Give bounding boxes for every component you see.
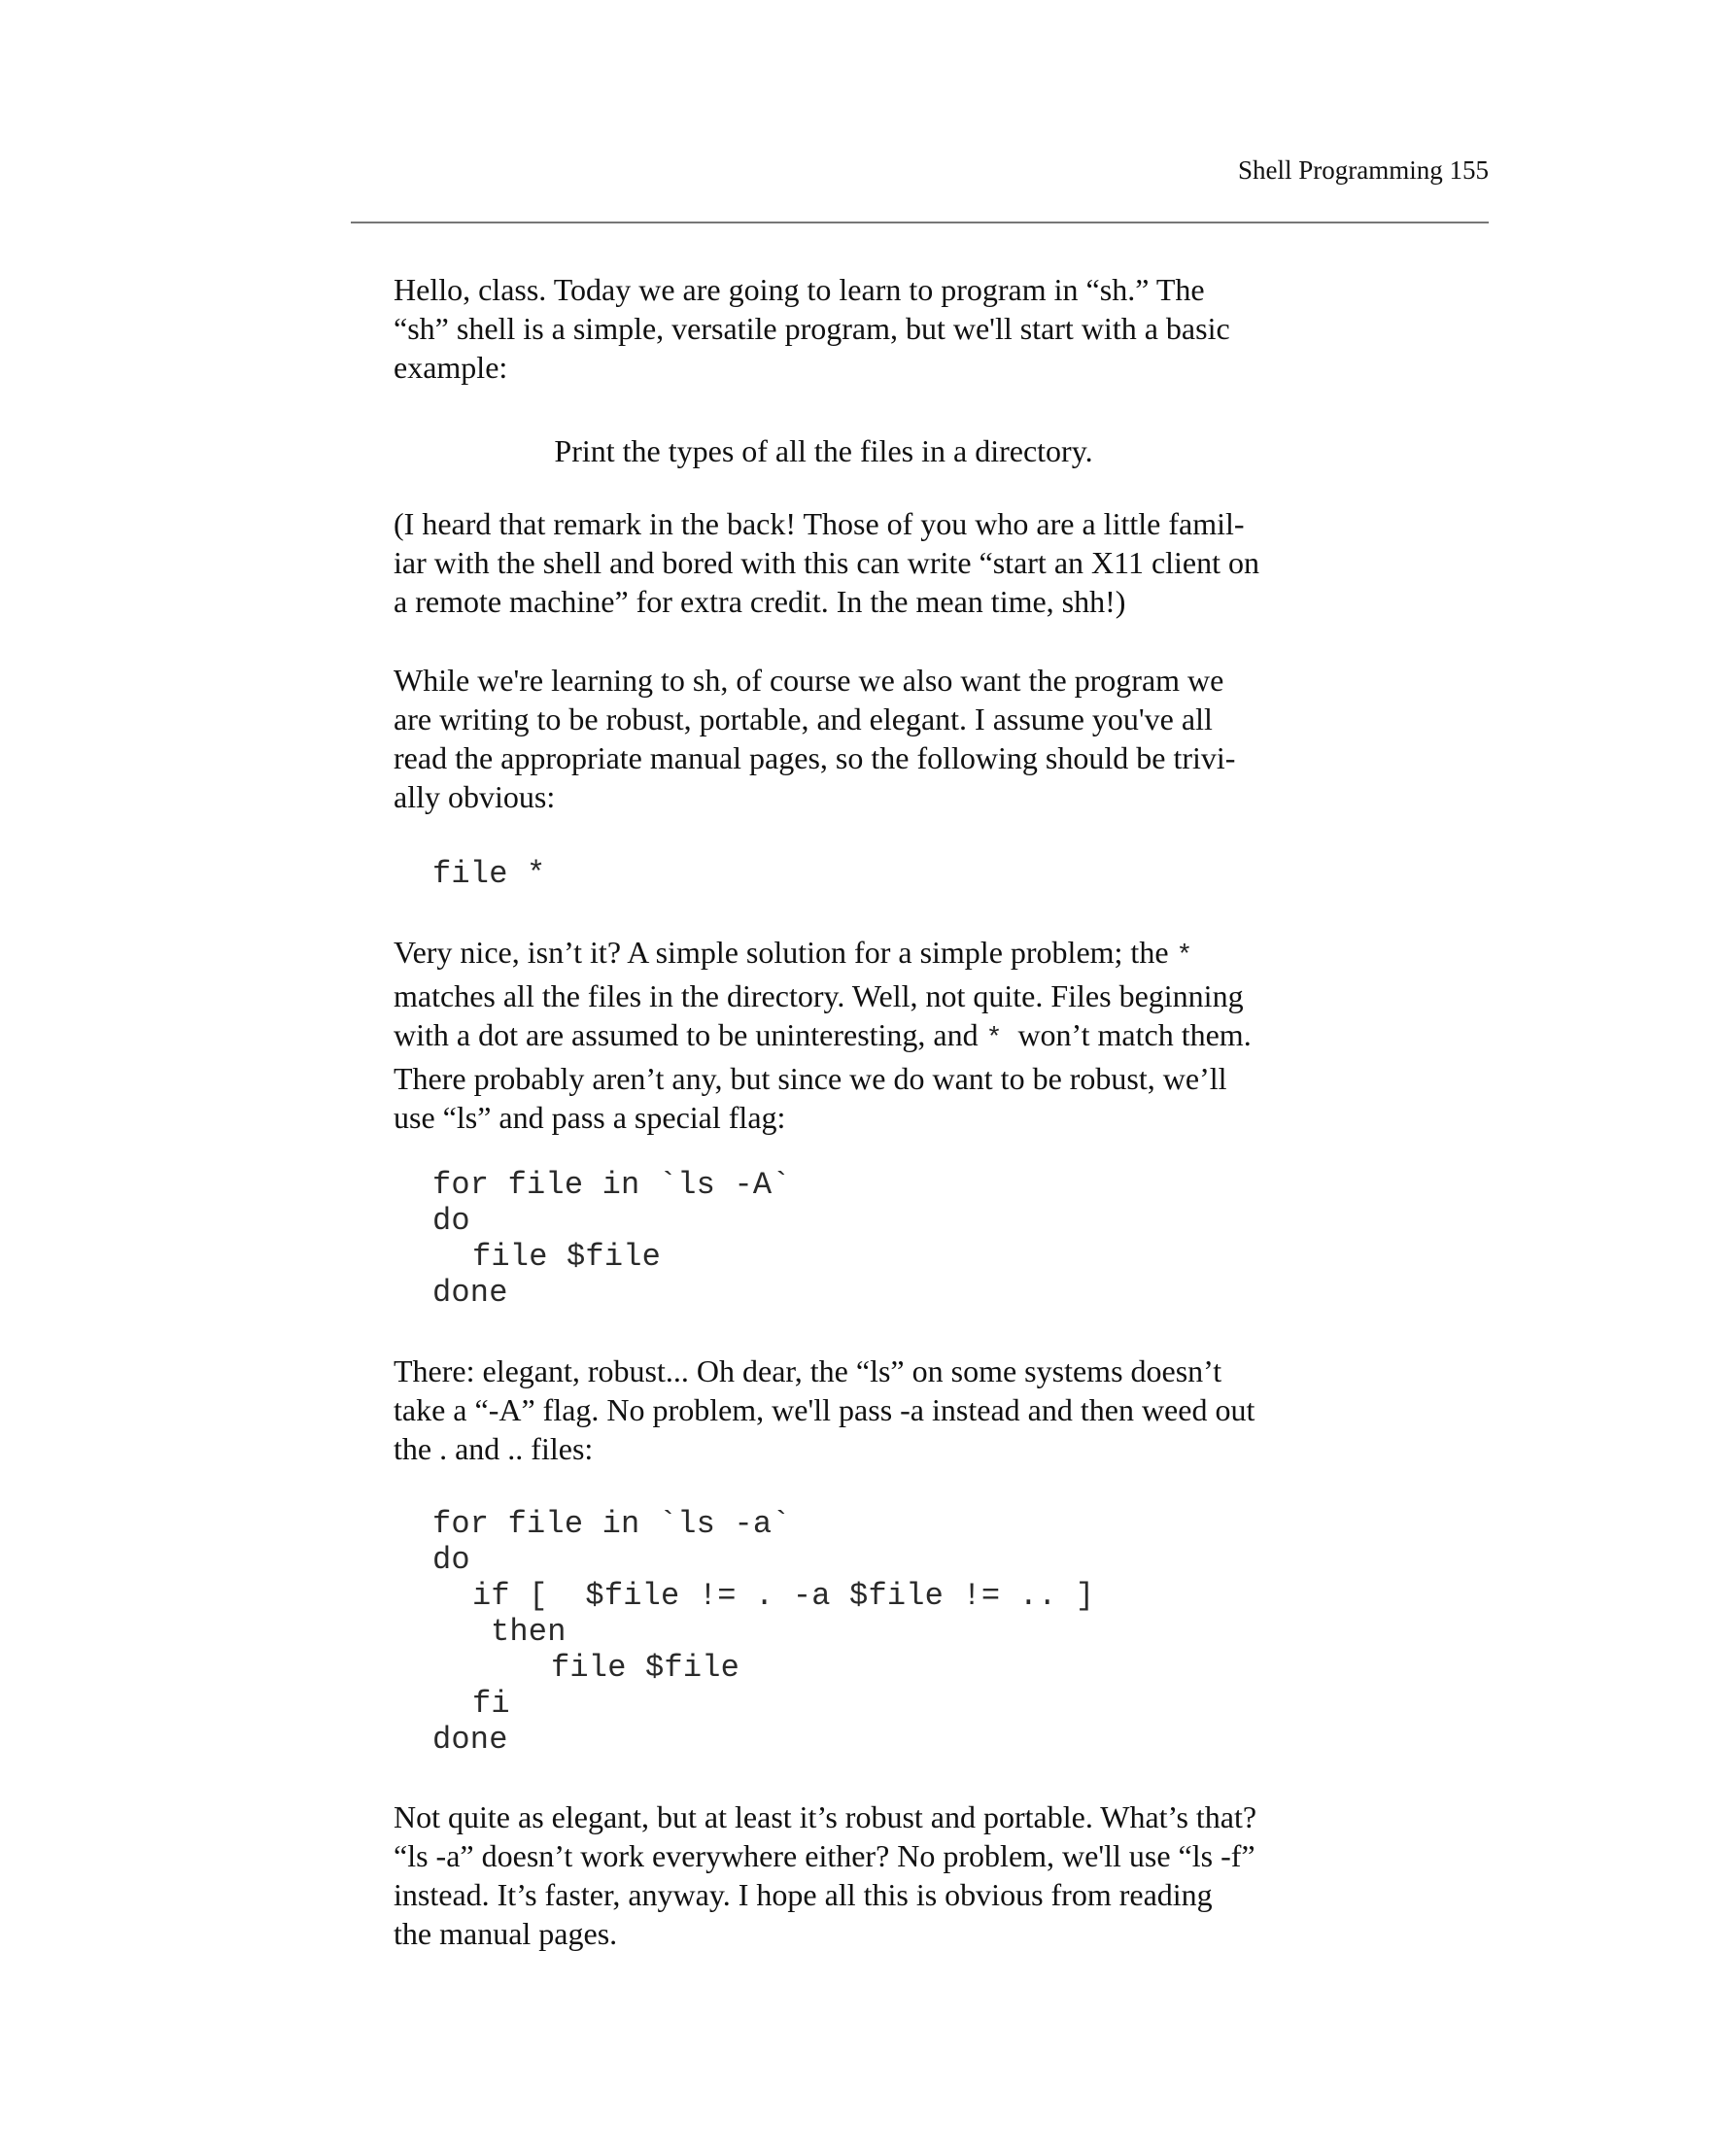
paragraph-dotfiles — [394, 933, 1307, 1137]
code-line: then — [491, 1614, 567, 1650]
text-line: There probably aren’t any, but since we do want to be robust, we’ll — [394, 1061, 1227, 1096]
text-line: instead. It’s faster, anyway. I hope all this is obvious from reading — [394, 1877, 1213, 1912]
paragraph-intro — [394, 270, 1307, 387]
code-block-file-star — [432, 856, 545, 892]
code-line: file * — [432, 856, 546, 892]
header-rule — [351, 222, 1489, 223]
text-segment: won’t match them. — [1017, 1017, 1252, 1052]
paragraph-aside — [394, 504, 1307, 621]
code-line: fi — [472, 1686, 510, 1722]
code-line: done — [432, 1275, 508, 1311]
text-segment: with a dot are assumed to be uninteresting, and — [394, 1017, 979, 1052]
text-line: example: — [394, 350, 508, 385]
code-line: done — [432, 1722, 508, 1758]
paragraph-conclusion — [394, 1797, 1307, 1953]
code-line: do — [432, 1203, 470, 1239]
code-line: do — [432, 1542, 470, 1578]
text-line: are writing to be robust, portable, and elegant. I assume you've all — [394, 702, 1213, 736]
text-line — [394, 933, 1307, 976]
text-line: read the appropriate manual pages, so the following should be trivi- — [394, 740, 1236, 775]
text-line: While we're learning to sh, of course we also want the program we — [394, 663, 1224, 698]
paragraph-ls-flag — [394, 1352, 1307, 1468]
text-line: There: elegant, robust... Oh dear, the “ls” on some systems doesn’t — [394, 1353, 1222, 1388]
code-line: if [ $file != . -a $file != .. ] — [472, 1578, 1095, 1614]
text-line: ally obvious: — [394, 779, 556, 814]
code-line: for file in `ls -A` — [432, 1167, 791, 1203]
inline-code-asterisk: * — [1176, 941, 1193, 972]
text-line: “sh” shell is a simple, versatile program, but we'll start with a basic — [394, 311, 1230, 346]
code-line: for file in `ls -a` — [432, 1506, 791, 1542]
text-line: “ls -a” doesn’t work everywhere either? No problem, we'll use “ls -f” — [394, 1838, 1255, 1873]
text-line: the . and .. files: — [394, 1431, 594, 1466]
example-task: Print the types of all the files in a directory. — [554, 433, 1093, 468]
text-line: use “ls” and pass a special flag: — [394, 1100, 786, 1135]
text-line: a remote machine” for extra credit. In the mean time, shh!) — [394, 584, 1126, 619]
code-block-ls-A — [432, 1167, 791, 1311]
code-line: file $file — [472, 1239, 662, 1275]
code-block-ls-a — [432, 1506, 1094, 1758]
text-line: Hello, class. Today we are going to learn to program in “sh.” The — [394, 272, 1205, 307]
text-line: iar with the shell and bored with this can write “start an X11 client on — [394, 545, 1260, 580]
inline-code-asterisk: * — [985, 1024, 1003, 1054]
text-segment: Very nice, isn’t it? A simple solution for a simple problem; the — [394, 935, 1169, 970]
text-line — [394, 1015, 1307, 1059]
text-line: (I heard that remark in the back! Those of you who are a little famil- — [394, 506, 1245, 541]
text-line: matches all the files in the directory. Well, not quite. Files beginning — [394, 978, 1244, 1013]
code-line: file $file — [551, 1650, 740, 1686]
text-line: the manual pages. — [394, 1916, 618, 1951]
running-header: Shell Programming 155 — [1238, 155, 1489, 185]
paragraph-robust — [394, 661, 1307, 816]
text-line: Not quite as elegant, but at least it’s robust and portable. What’s that? — [394, 1799, 1257, 1834]
text-line: take a “-A” flag. No problem, we'll pass -a instead and then weed out — [394, 1392, 1255, 1427]
